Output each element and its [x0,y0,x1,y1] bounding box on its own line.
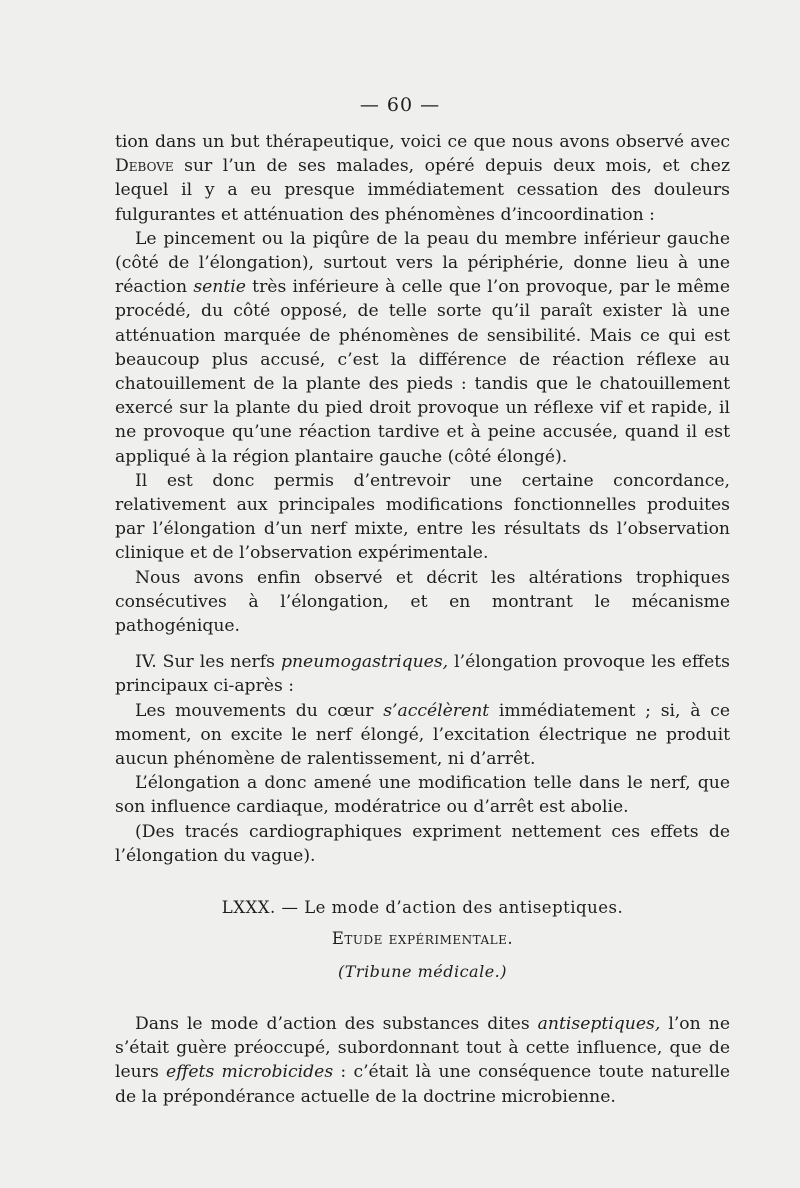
main-text [115,130,730,868]
text-run: l’on ne s’était guère préoccupé, subordonnant tout à cette influence, que de leurs [115,1014,730,1083]
paragraph-8: (Des tracés cardiographiques expriment nettement ces effets de l’élongation du vague). [115,821,730,866]
text-run: très inférieure à celle que l’on provoque, par le même procédé, du côté opposé, de telle sorte qu’il paraît exister là une atténuation marquée de phénomènes de sensibilité. Mais ce qui est beaucoup plus accusé, c’est la différence de réaction réflexe au chatouillement de la plante des pieds : tandis que le chatouillement exercé sur la plante du pied droit provoque un réflexe vif et rapide, il ne provoque qu’une réaction tardive et à peine accusée, quand il est appliqué à la région plantaire gauche (côté élongé). [115,277,730,467]
author-name: Debove [115,156,174,177]
paragraph-6 [115,699,730,772]
section-title: LXXX. — Le mode d’action des antiseptiques. [221,898,624,917]
text-run: sur l’un de ses malades, opéré depuis deux mois, et chez lequel il y a eu presque immédiatement cessation des douleurs fulgurantes et atténuation des phénomènes d’incoordination : [115,156,730,225]
text-run: : c’était là une conséquence toute naturelle de la prépondérance actuelle de la doctrine microbienne. [115,1062,730,1107]
paragraph-7: L’élongation a donc amené une modification telle dans le nerf, que son influence cardiaque, modératrice ou d’arrêt est abolie. [115,773,730,818]
italic-text: pneumogastriques, [280,652,449,673]
paragraph-4: Nous avons enfin observé et décrit les altérations trophiques consécutives à l’élongation, et en montrant le mécanisme pathogénique. [115,567,730,637]
italic-text: sentie [193,277,246,298]
paragraph-2 [115,227,730,469]
paragraph-3: Il est donc permis d’entrevoir une certaine concordance, relativement aux principales modifications fonctionnelles produites par l’élongation d’un nerf mixte, entre les résultats ds l’observation clinique et de l’observation expérimentale. [115,470,730,564]
page-number: — 60 — [359,94,441,116]
section-source: (Tribune médicale.) [338,962,507,981]
closing-paragraph [115,1012,730,1109]
italic-text: antiseptiques, [537,1014,661,1034]
section-subtitle: Etude expérimentale. [331,929,514,948]
italic-text: s’accélèrent [383,700,490,721]
text-run: IV. Sur les nerfs [135,652,281,673]
text-run: immédiatement ; si, à ce moment, on excite le nerf élongé, l’excitation électrique ne produit aucun phénomène de ralentissement, ni d’arrêt. [115,700,731,770]
paragraph-5 [115,650,730,698]
closing-text [115,1012,730,1109]
paragraph-1 [115,130,730,227]
text-run: tion dans un but thérapeutique, voici ce que nous avons observé avec [115,132,730,152]
text-run: l’élongation provoque les effets principaux ci-après : [115,652,730,697]
text-run: Dans le mode d’action des substances dites [135,1014,538,1034]
text-run: Les mouvements du cœur [135,700,384,721]
italic-text: effets microbicides [166,1062,334,1083]
text-run: Le pincement ou la piqûre de la peau du membre inférieur gauche (côté de l’élongation), surtout vers la périphérie, donne lieu à une réaction [115,228,730,298]
